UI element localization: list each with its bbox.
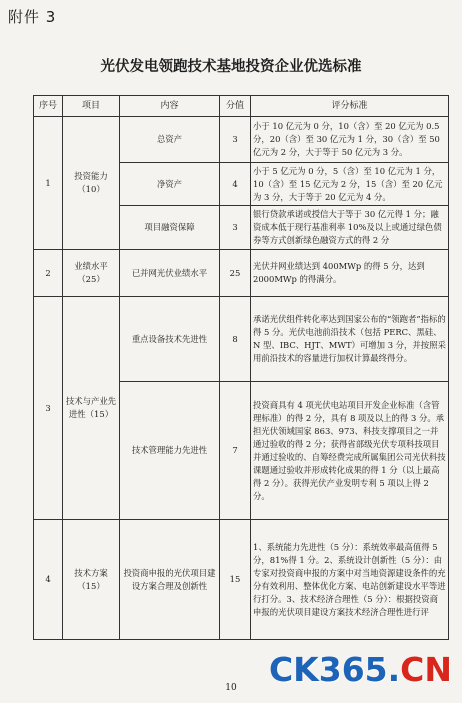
group-item: 技术方案（15） <box>63 520 120 640</box>
row-content: 净资产 <box>120 163 220 206</box>
row-score: 8 <box>220 297 251 382</box>
group-index: 3 <box>34 297 63 520</box>
group-item: 投资能力（10） <box>63 117 120 250</box>
row-criteria: 投资商具有 4 项光伏电站项目开发企业标准（含管理标准）的得 2 分，具有 8 项及以上的得 3 分。承担光伏领域国家 863、973、科技支撑项目之一并通过验收的得 2 分；获得省部级光伏专项科技项目并通过验收的、自筹经费完成所属集团公司光伏科技课题通过验收并形成转化成果的得 1 分（以上最高得 2 分）。获得光伏产业发明专利 5 项以上得 2 分。 <box>251 382 449 520</box>
document-title: 光伏发电领跑技术基地投资企业优选标准 <box>100 59 362 75</box>
row-criteria: 承诺光伏组件转化率达到国家公布的“领跑者”指标的得 5 分。光伏电池前沿技术（包括 PERC、黑硅、N 型、IBC、HJT、MWT）可增加 3 分，并按照采用前沿技术的容量进行加权计算最终得分。 <box>251 297 449 382</box>
table-row <box>34 250 449 297</box>
row-criteria: 小于 5 亿元为 0 分，5（含）至 10 亿元为 1 分，10（含）至 15 亿元为 2 分，15（含）至 20 亿元为 3 分，大于等于 20 亿元为 4 分。 <box>251 163 449 206</box>
group-item: 业绩水平（25） <box>63 250 120 297</box>
row-content: 已并网光伏业绩水平 <box>120 250 220 297</box>
row-score: 25 <box>220 250 251 297</box>
group-item: 技术与产业先进性（15） <box>63 297 120 520</box>
header-criteria: 评分标准 <box>251 96 449 117</box>
header-index: 序号 <box>34 96 63 117</box>
row-criteria: 1、系统能力先进性（5 分）：系统效率最高值得 5 分，81%得 1 分。2、系统设计创新性（5 分）：由专家对投资商申报的方案中对当地资源建设条件的充分有效利用、整体优化方案、电站创新建设水平等进行打分。3、技术经济合理性（5 分）：根据投资商申报的光伏项目建设方案技术经济合理性进行评 <box>251 520 449 640</box>
row-score: 3 <box>220 117 251 163</box>
header-item: 项目 <box>63 96 120 117</box>
row-score: 4 <box>220 163 251 206</box>
row-score: 7 <box>220 382 251 520</box>
group-index: 1 <box>34 117 63 250</box>
row-score: 3 <box>220 206 251 250</box>
watermark-part2: CN <box>400 650 452 689</box>
row-criteria: 光伏并网业绩达到 400MWp 的得 5 分，达到 2000MWp 的得满分。 <box>251 250 449 297</box>
row-content: 总资产 <box>120 117 220 163</box>
table-header-row <box>34 96 449 117</box>
attachment-label: 附件 3 <box>8 8 57 26</box>
header-content: 内容 <box>120 96 220 117</box>
row-content: 技术管理能力先进性 <box>120 382 220 520</box>
row-content: 重点设备技术先进性 <box>120 297 220 382</box>
row-content: 投资商申报的光伏项目建设方案合理及创新性 <box>120 520 220 640</box>
table-row <box>34 520 449 640</box>
header-score: 分值 <box>220 96 251 117</box>
row-content: 项目融资保障 <box>120 206 220 250</box>
watermark-part1: CK365. <box>268 650 401 689</box>
group-index: 4 <box>34 520 63 640</box>
row-criteria: 银行贷款承诺或授信大于等于 30 亿元得 1 分；融资成本低于现行基准利率 10%及以上或通过绿色债券等方式创新绿色融资方式的得 2 分 <box>251 206 449 250</box>
page-number: 10 <box>225 683 237 693</box>
criteria-table <box>33 95 449 640</box>
row-score: 15 <box>220 520 251 640</box>
table-row <box>34 297 449 382</box>
table-row <box>34 117 449 163</box>
row-criteria: 小于 10 亿元为 0 分，10（含）至 20 亿元为 0.5 分，20（含）至 30 亿元为 1 分，30（含）至 50 亿元为 2 分，大于等于 50 亿元为 3 分。 <box>251 117 449 163</box>
group-index: 2 <box>34 250 63 297</box>
